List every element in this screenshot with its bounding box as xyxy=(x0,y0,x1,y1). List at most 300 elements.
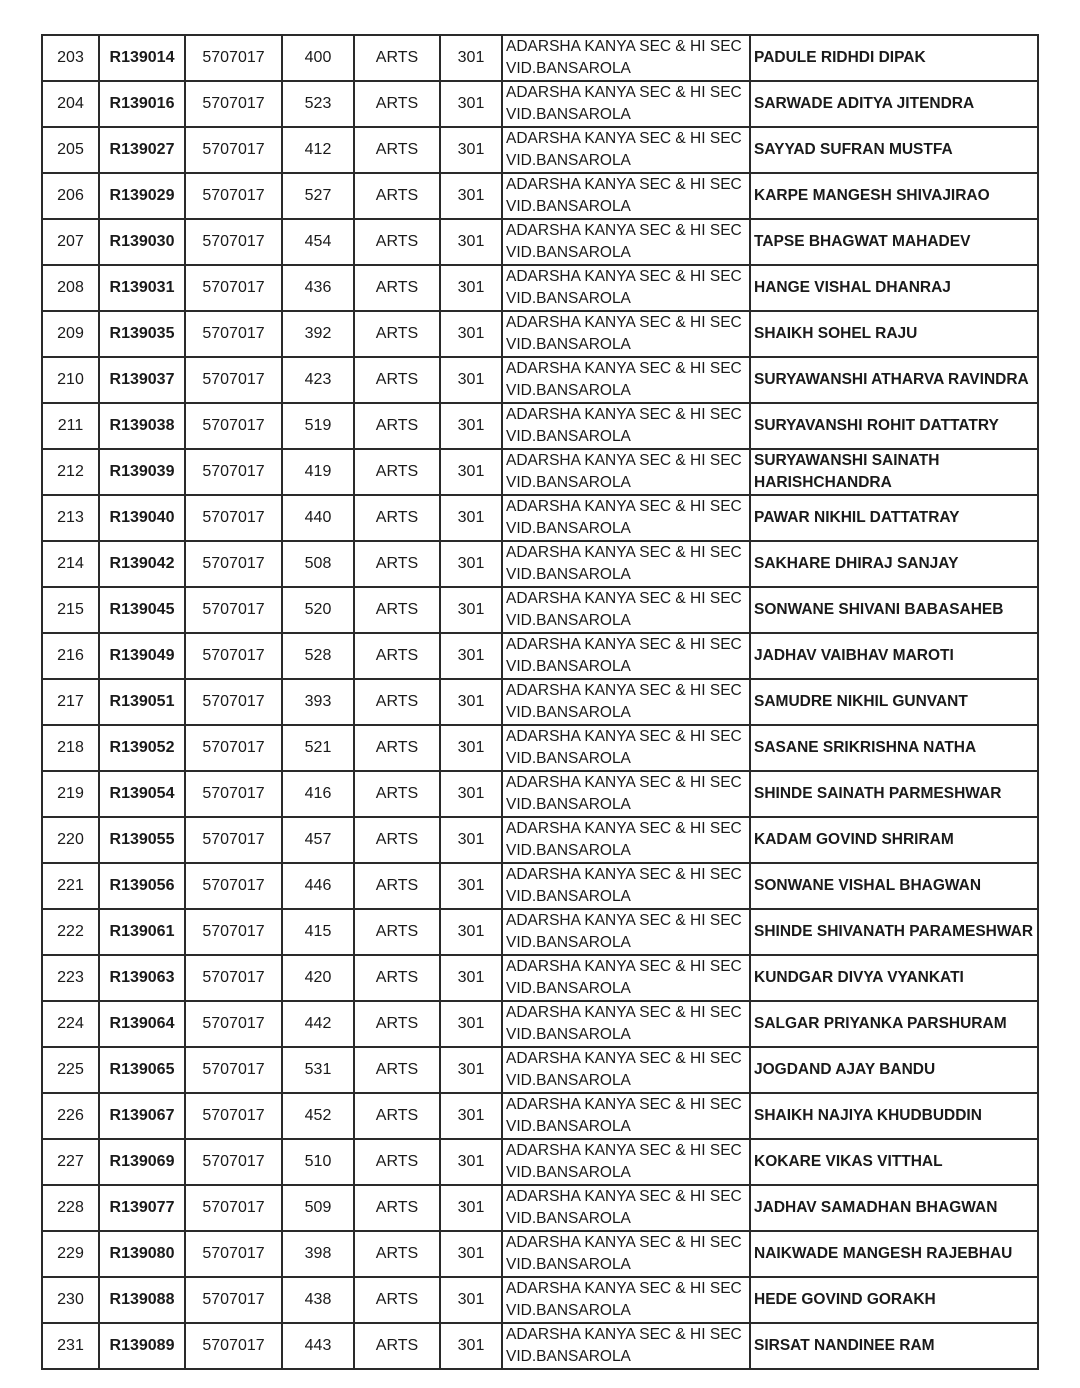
school-name-cell xyxy=(502,955,750,1001)
student-name-cell: JOGDAND AJAY BANDU xyxy=(750,1047,1038,1093)
stream-cell: ARTS xyxy=(354,679,440,725)
school-code-cell: 5707017 xyxy=(185,679,282,725)
table-row xyxy=(42,127,1038,173)
school-name-cell xyxy=(502,495,750,541)
school-name-line-2: VID.BANSAROLA xyxy=(506,1210,631,1227)
student-name-cell: SONWANE VISHAL BHAGWAN xyxy=(750,863,1038,909)
school-code-cell: 5707017 xyxy=(185,403,282,449)
school-name-cell xyxy=(502,219,750,265)
student-name-cell: SALGAR PRIYANKA PARSHURAM xyxy=(750,1001,1038,1047)
registration-number-cell: R139039 xyxy=(99,449,185,495)
registration-number-cell: R139029 xyxy=(99,173,185,219)
subject-code-cell: 301 xyxy=(440,265,502,311)
table-row xyxy=(42,35,1038,81)
school-name-cell xyxy=(502,357,750,403)
table-row xyxy=(42,311,1038,357)
school-code-cell: 5707017 xyxy=(185,1001,282,1047)
serial-number-cell: 224 xyxy=(42,1001,99,1047)
subject-code-cell: 301 xyxy=(440,679,502,725)
table-row xyxy=(42,219,1038,265)
school-name-line-1: ADARSHA KANYA SEC & HI SEC xyxy=(506,498,742,515)
subject-code-cell: 301 xyxy=(440,587,502,633)
serial-number-cell: 210 xyxy=(42,357,99,403)
subject-code-cell: 301 xyxy=(440,1047,502,1093)
school-name-cell xyxy=(502,81,750,127)
school-name-cell xyxy=(502,1185,750,1231)
table-row xyxy=(42,863,1038,909)
table-row xyxy=(42,679,1038,725)
school-name-line-2: VID.BANSAROLA xyxy=(506,888,631,905)
marks-cell: 523 xyxy=(282,81,354,127)
marks-cell: 423 xyxy=(282,357,354,403)
student-name-cell: TAPSE BHAGWAT MAHADEV xyxy=(750,219,1038,265)
school-name-cell xyxy=(502,403,750,449)
school-code-cell: 5707017 xyxy=(185,311,282,357)
school-name-line-1: ADARSHA KANYA SEC & HI SEC xyxy=(506,774,742,791)
school-name-cell xyxy=(502,541,750,587)
subject-code-cell: 301 xyxy=(440,495,502,541)
school-name-cell xyxy=(502,311,750,357)
registration-number-cell: R139038 xyxy=(99,403,185,449)
school-name-line-2: VID.BANSAROLA xyxy=(506,428,631,445)
registration-number-cell: R139030 xyxy=(99,219,185,265)
table-row xyxy=(42,1047,1038,1093)
serial-number-cell: 215 xyxy=(42,587,99,633)
table-row xyxy=(42,541,1038,587)
student-name-cell: KARPE MANGESH SHIVAJIRAO xyxy=(750,173,1038,219)
school-name-cell xyxy=(502,265,750,311)
results-table xyxy=(41,34,1039,1370)
registration-number-cell: R139031 xyxy=(99,265,185,311)
school-name-line-1: ADARSHA KANYA SEC & HI SEC xyxy=(506,222,742,239)
school-name-cell xyxy=(502,771,750,817)
table-row xyxy=(42,1185,1038,1231)
stream-cell: ARTS xyxy=(354,403,440,449)
marks-cell: 420 xyxy=(282,955,354,1001)
school-name-cell xyxy=(502,863,750,909)
school-name-line-1: ADARSHA KANYA SEC & HI SEC xyxy=(506,1004,742,1021)
school-name-line-1: ADARSHA KANYA SEC & HI SEC xyxy=(506,1326,742,1343)
table-row xyxy=(42,173,1038,219)
subject-code-cell: 301 xyxy=(440,1093,502,1139)
marks-cell: 527 xyxy=(282,173,354,219)
marks-cell: 531 xyxy=(282,1047,354,1093)
serial-number-cell: 230 xyxy=(42,1277,99,1323)
school-name-line-1: ADARSHA KANYA SEC & HI SEC xyxy=(506,728,742,745)
school-name-cell xyxy=(502,725,750,771)
serial-number-cell: 227 xyxy=(42,1139,99,1185)
serial-number-cell: 213 xyxy=(42,495,99,541)
school-code-cell: 5707017 xyxy=(185,541,282,587)
school-name-line-1: ADARSHA KANYA SEC & HI SEC xyxy=(506,176,742,193)
serial-number-cell: 216 xyxy=(42,633,99,679)
registration-number-cell: R139054 xyxy=(99,771,185,817)
school-name-line-2: VID.BANSAROLA xyxy=(506,1164,631,1181)
table-row xyxy=(42,1323,1038,1369)
table-row xyxy=(42,1231,1038,1277)
student-name-cell: KOKARE VIKAS VITTHAL xyxy=(750,1139,1038,1185)
marks-cell: 419 xyxy=(282,449,354,495)
serial-number-cell: 228 xyxy=(42,1185,99,1231)
stream-cell: ARTS xyxy=(354,127,440,173)
subject-code-cell: 301 xyxy=(440,909,502,955)
school-name-cell xyxy=(502,909,750,955)
school-name-line-1: ADARSHA KANYA SEC & HI SEC xyxy=(506,452,742,469)
marks-cell: 398 xyxy=(282,1231,354,1277)
school-name-line-2: VID.BANSAROLA xyxy=(506,1348,631,1365)
school-code-cell: 5707017 xyxy=(185,449,282,495)
serial-number-cell: 229 xyxy=(42,1231,99,1277)
subject-code-cell: 301 xyxy=(440,1277,502,1323)
subject-code-cell: 301 xyxy=(440,311,502,357)
stream-cell: ARTS xyxy=(354,587,440,633)
school-name-line-1: ADARSHA KANYA SEC & HI SEC xyxy=(506,360,742,377)
table-row xyxy=(42,587,1038,633)
serial-number-cell: 209 xyxy=(42,311,99,357)
stream-cell: ARTS xyxy=(354,955,440,1001)
serial-number-cell: 212 xyxy=(42,449,99,495)
school-name-line-2: VID.BANSAROLA xyxy=(506,566,631,583)
table-row xyxy=(42,265,1038,311)
subject-code-cell: 301 xyxy=(440,725,502,771)
subject-code-cell: 301 xyxy=(440,1231,502,1277)
table-row xyxy=(42,725,1038,771)
serial-number-cell: 214 xyxy=(42,541,99,587)
marks-cell: 446 xyxy=(282,863,354,909)
stream-cell: ARTS xyxy=(354,817,440,863)
school-code-cell: 5707017 xyxy=(185,357,282,403)
marks-cell: 510 xyxy=(282,1139,354,1185)
table-row xyxy=(42,495,1038,541)
registration-number-cell: R139042 xyxy=(99,541,185,587)
marks-cell: 392 xyxy=(282,311,354,357)
registration-number-cell: R139040 xyxy=(99,495,185,541)
school-code-cell: 5707017 xyxy=(185,173,282,219)
student-name-cell: SASANE SRIKRISHNA NATHA xyxy=(750,725,1038,771)
table-row xyxy=(42,955,1038,1001)
school-name-cell xyxy=(502,1001,750,1047)
table-row xyxy=(42,633,1038,679)
school-code-cell: 5707017 xyxy=(185,1093,282,1139)
subject-code-cell: 301 xyxy=(440,633,502,679)
school-name-line-2: VID.BANSAROLA xyxy=(506,1026,631,1043)
table-row xyxy=(42,403,1038,449)
school-code-cell: 5707017 xyxy=(185,495,282,541)
serial-number-cell: 226 xyxy=(42,1093,99,1139)
serial-number-cell: 225 xyxy=(42,1047,99,1093)
registration-number-cell: R139035 xyxy=(99,311,185,357)
student-name-cell: PAWAR NIKHIL DATTATRAY xyxy=(750,495,1038,541)
subject-code-cell: 301 xyxy=(440,541,502,587)
school-name-cell xyxy=(502,1139,750,1185)
school-name-line-1: ADARSHA KANYA SEC & HI SEC xyxy=(506,268,742,285)
stream-cell: ARTS xyxy=(354,81,440,127)
student-name-cell: NAIKWADE MANGESH RAJEBHAU xyxy=(750,1231,1038,1277)
subject-code-cell: 301 xyxy=(440,1185,502,1231)
school-name-line-1: ADARSHA KANYA SEC & HI SEC xyxy=(506,1188,742,1205)
school-name-cell xyxy=(502,587,750,633)
school-name-line-2: VID.BANSAROLA xyxy=(506,1118,631,1135)
school-name-line-1: ADARSHA KANYA SEC & HI SEC xyxy=(506,1234,742,1251)
serial-number-cell: 222 xyxy=(42,909,99,955)
school-name-line-1: ADARSHA KANYA SEC & HI SEC xyxy=(506,314,742,331)
school-code-cell: 5707017 xyxy=(185,817,282,863)
school-name-line-2: VID.BANSAROLA xyxy=(506,750,631,767)
student-name-cell: KUNDGAR DIVYA VYANKATI xyxy=(750,955,1038,1001)
subject-code-cell: 301 xyxy=(440,127,502,173)
stream-cell: ARTS xyxy=(354,311,440,357)
school-name-line-1: ADARSHA KANYA SEC & HI SEC xyxy=(506,38,742,55)
student-name-cell: SARWADE ADITYA JITENDRA xyxy=(750,81,1038,127)
school-name-line-2: VID.BANSAROLA xyxy=(506,980,631,997)
marks-cell: 440 xyxy=(282,495,354,541)
serial-number-cell: 231 xyxy=(42,1323,99,1369)
registration-number-cell: R139027 xyxy=(99,127,185,173)
stream-cell: ARTS xyxy=(354,265,440,311)
student-name-cell: SONWANE SHIVANI BABASAHEB xyxy=(750,587,1038,633)
registration-number-cell: R139014 xyxy=(99,35,185,81)
subject-code-cell: 301 xyxy=(440,449,502,495)
student-name-cell: SIRSAT NANDINEE RAM xyxy=(750,1323,1038,1369)
school-code-cell: 5707017 xyxy=(185,265,282,311)
registration-number-cell: R139065 xyxy=(99,1047,185,1093)
stream-cell: ARTS xyxy=(354,1231,440,1277)
school-code-cell: 5707017 xyxy=(185,81,282,127)
school-name-line-1: ADARSHA KANYA SEC & HI SEC xyxy=(506,590,742,607)
school-name-line-2: VID.BANSAROLA xyxy=(506,796,631,813)
marks-cell: 416 xyxy=(282,771,354,817)
marks-cell: 438 xyxy=(282,1277,354,1323)
stream-cell: ARTS xyxy=(354,633,440,679)
marks-cell: 443 xyxy=(282,1323,354,1369)
student-name-cell: SAMUDRE NIKHIL GUNVANT xyxy=(750,679,1038,725)
marks-cell: 528 xyxy=(282,633,354,679)
serial-number-cell: 205 xyxy=(42,127,99,173)
school-name-line-1: ADARSHA KANYA SEC & HI SEC xyxy=(506,1096,742,1113)
serial-number-cell: 207 xyxy=(42,219,99,265)
registration-number-cell: R139064 xyxy=(99,1001,185,1047)
registration-number-cell: R139049 xyxy=(99,633,185,679)
subject-code-cell: 301 xyxy=(440,1139,502,1185)
registration-number-cell: R139089 xyxy=(99,1323,185,1369)
school-name-cell xyxy=(502,1231,750,1277)
table-row xyxy=(42,817,1038,863)
table-row xyxy=(42,771,1038,817)
school-name-line-2: VID.BANSAROLA xyxy=(506,1302,631,1319)
school-name-cell xyxy=(502,633,750,679)
registration-number-cell: R139061 xyxy=(99,909,185,955)
school-code-cell: 5707017 xyxy=(185,219,282,265)
student-name-cell: SAKHARE DHIRAJ SANJAY xyxy=(750,541,1038,587)
stream-cell: ARTS xyxy=(354,863,440,909)
serial-number-cell: 223 xyxy=(42,955,99,1001)
serial-number-cell: 218 xyxy=(42,725,99,771)
school-name-cell xyxy=(502,1093,750,1139)
stream-cell: ARTS xyxy=(354,541,440,587)
registration-number-cell: R139051 xyxy=(99,679,185,725)
subject-code-cell: 301 xyxy=(440,1001,502,1047)
stream-cell: ARTS xyxy=(354,1323,440,1369)
school-name-line-2: VID.BANSAROLA xyxy=(506,244,631,261)
school-name-line-1: ADARSHA KANYA SEC & HI SEC xyxy=(506,866,742,883)
serial-number-cell: 221 xyxy=(42,863,99,909)
marks-cell: 457 xyxy=(282,817,354,863)
subject-code-cell: 301 xyxy=(440,817,502,863)
registration-number-cell: R139063 xyxy=(99,955,185,1001)
student-name-cell: HEDE GOVIND GORAKH xyxy=(750,1277,1038,1323)
school-name-line-1: ADARSHA KANYA SEC & HI SEC xyxy=(506,912,742,929)
school-name-line-2: VID.BANSAROLA xyxy=(506,704,631,721)
school-code-cell: 5707017 xyxy=(185,127,282,173)
school-code-cell: 5707017 xyxy=(185,35,282,81)
registration-number-cell: R139080 xyxy=(99,1231,185,1277)
school-name-cell xyxy=(502,173,750,219)
school-name-cell xyxy=(502,35,750,81)
subject-code-cell: 301 xyxy=(440,81,502,127)
student-name-cell: SHAIKH NAJIYA KHUDBUDDIN xyxy=(750,1093,1038,1139)
school-name-line-2: VID.BANSAROLA xyxy=(506,934,631,951)
school-name-line-2: VID.BANSAROLA xyxy=(506,382,631,399)
school-code-cell: 5707017 xyxy=(185,1277,282,1323)
school-name-cell xyxy=(502,1047,750,1093)
table-row xyxy=(42,1139,1038,1185)
student-name-cell: HANGE VISHAL DHANRAJ xyxy=(750,265,1038,311)
student-name-cell: SAYYAD SUFRAN MUSTFA xyxy=(750,127,1038,173)
school-name-line-2: VID.BANSAROLA xyxy=(506,290,631,307)
marks-cell: 454 xyxy=(282,219,354,265)
table-row xyxy=(42,449,1038,495)
registration-number-cell: R139088 xyxy=(99,1277,185,1323)
registration-number-cell: R139077 xyxy=(99,1185,185,1231)
school-name-line-1: ADARSHA KANYA SEC & HI SEC xyxy=(506,544,742,561)
serial-number-cell: 208 xyxy=(42,265,99,311)
registration-number-cell: R139056 xyxy=(99,863,185,909)
stream-cell: ARTS xyxy=(354,495,440,541)
registration-number-cell: R139055 xyxy=(99,817,185,863)
school-name-line-2: VID.BANSAROLA xyxy=(506,106,631,123)
marks-cell: 393 xyxy=(282,679,354,725)
subject-code-cell: 301 xyxy=(440,35,502,81)
marks-cell: 415 xyxy=(282,909,354,955)
school-code-cell: 5707017 xyxy=(185,587,282,633)
stream-cell: ARTS xyxy=(354,725,440,771)
school-name-line-1: ADARSHA KANYA SEC & HI SEC xyxy=(506,958,742,975)
school-name-cell xyxy=(502,817,750,863)
subject-code-cell: 301 xyxy=(440,403,502,449)
marks-cell: 519 xyxy=(282,403,354,449)
school-name-cell xyxy=(502,449,750,495)
school-code-cell: 5707017 xyxy=(185,1231,282,1277)
school-name-line-2: VID.BANSAROLA xyxy=(506,1256,631,1273)
student-name-cell: SURYAWANSHI ATHARVA RAVINDRA xyxy=(750,357,1038,403)
school-code-cell: 5707017 xyxy=(185,1047,282,1093)
student-name-cell: SHAIKH SOHEL RAJU xyxy=(750,311,1038,357)
registration-number-cell: R139052 xyxy=(99,725,185,771)
school-name-cell xyxy=(502,127,750,173)
stream-cell: ARTS xyxy=(354,1277,440,1323)
school-code-cell: 5707017 xyxy=(185,771,282,817)
serial-number-cell: 206 xyxy=(42,173,99,219)
school-name-line-1: ADARSHA KANYA SEC & HI SEC xyxy=(506,130,742,147)
marks-cell: 508 xyxy=(282,541,354,587)
marks-cell: 400 xyxy=(282,35,354,81)
student-name-cell: SHINDE SAINATH PARMESHWAR xyxy=(750,771,1038,817)
stream-cell: ARTS xyxy=(354,1047,440,1093)
school-name-line-2: VID.BANSAROLA xyxy=(506,520,631,537)
school-name-line-2: VID.BANSAROLA xyxy=(506,198,631,215)
table-row xyxy=(42,1093,1038,1139)
school-name-line-2: VID.BANSAROLA xyxy=(506,1072,631,1089)
school-code-cell: 5707017 xyxy=(185,725,282,771)
stream-cell: ARTS xyxy=(354,1001,440,1047)
school-name-line-2: VID.BANSAROLA xyxy=(506,474,631,491)
subject-code-cell: 301 xyxy=(440,771,502,817)
school-name-line-1: ADARSHA KANYA SEC & HI SEC xyxy=(506,406,742,423)
marks-cell: 442 xyxy=(282,1001,354,1047)
school-code-cell: 5707017 xyxy=(185,863,282,909)
stream-cell: ARTS xyxy=(354,1093,440,1139)
results-table-body xyxy=(42,35,1038,1369)
subject-code-cell: 301 xyxy=(440,357,502,403)
stream-cell: ARTS xyxy=(354,35,440,81)
subject-code-cell: 301 xyxy=(440,863,502,909)
subject-code-cell: 301 xyxy=(440,955,502,1001)
school-name-line-2: VID.BANSAROLA xyxy=(506,152,631,169)
student-name-cell: JADHAV SAMADHAN BHAGWAN xyxy=(750,1185,1038,1231)
marks-cell: 452 xyxy=(282,1093,354,1139)
registration-number-cell: R139016 xyxy=(99,81,185,127)
serial-number-cell: 204 xyxy=(42,81,99,127)
school-name-line-1: ADARSHA KANYA SEC & HI SEC xyxy=(506,1142,742,1159)
marks-cell: 509 xyxy=(282,1185,354,1231)
registration-number-cell: R139067 xyxy=(99,1093,185,1139)
stream-cell: ARTS xyxy=(354,1185,440,1231)
school-name-line-2: VID.BANSAROLA xyxy=(506,612,631,629)
subject-code-cell: 301 xyxy=(440,173,502,219)
school-name-cell xyxy=(502,1277,750,1323)
table-row xyxy=(42,81,1038,127)
school-name-line-2: VID.BANSAROLA xyxy=(506,658,631,675)
table-row xyxy=(42,1001,1038,1047)
school-name-line-2: VID.BANSAROLA xyxy=(506,842,631,859)
school-code-cell: 5707017 xyxy=(185,1323,282,1369)
marks-cell: 520 xyxy=(282,587,354,633)
serial-number-cell: 217 xyxy=(42,679,99,725)
stream-cell: ARTS xyxy=(354,771,440,817)
school-name-line-1: ADARSHA KANYA SEC & HI SEC xyxy=(506,820,742,837)
stream-cell: ARTS xyxy=(354,449,440,495)
school-name-line-1: ADARSHA KANYA SEC & HI SEC xyxy=(506,1050,742,1067)
stream-cell: ARTS xyxy=(354,219,440,265)
student-name-cell: SURYAWANSHI SAINATH HARISHCHANDRA xyxy=(750,449,1038,495)
registration-number-cell: R139037 xyxy=(99,357,185,403)
registration-number-cell: R139045 xyxy=(99,587,185,633)
table-row xyxy=(42,1277,1038,1323)
school-name-cell xyxy=(502,679,750,725)
serial-number-cell: 220 xyxy=(42,817,99,863)
student-name-cell: SHINDE SHIVANATH PARAMESHWAR xyxy=(750,909,1038,955)
table-row xyxy=(42,909,1038,955)
stream-cell: ARTS xyxy=(354,357,440,403)
table-row xyxy=(42,357,1038,403)
school-name-line-2: VID.BANSAROLA xyxy=(506,336,631,353)
subject-code-cell: 301 xyxy=(440,1323,502,1369)
serial-number-cell: 211 xyxy=(42,403,99,449)
serial-number-cell: 219 xyxy=(42,771,99,817)
school-code-cell: 5707017 xyxy=(185,633,282,679)
marks-cell: 412 xyxy=(282,127,354,173)
school-name-line-1: ADARSHA KANYA SEC & HI SEC xyxy=(506,1280,742,1297)
